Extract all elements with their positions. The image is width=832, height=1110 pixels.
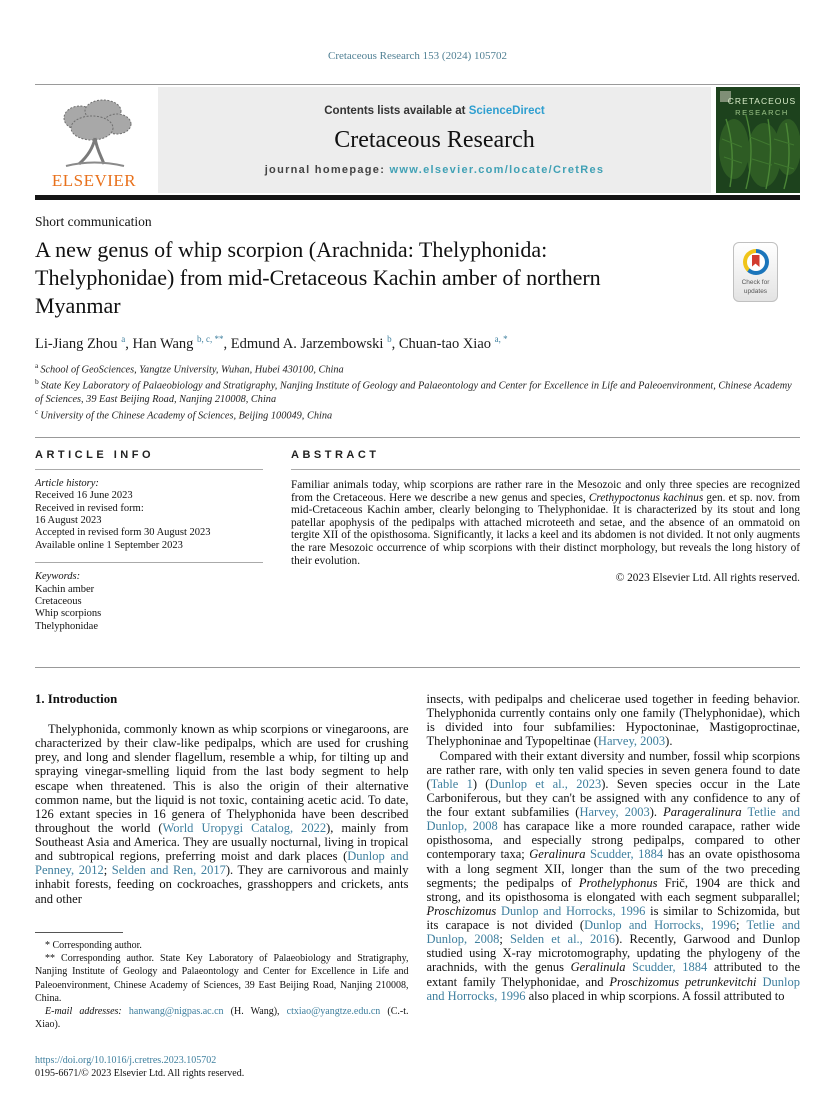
footnote-corresponding-author	[35, 939, 409, 952]
text-run: attributed to the extant family Thelyphonidae, and	[426, 960, 800, 989]
homepage-line	[265, 164, 605, 176]
cover-title-line1: CRETACEOUS	[727, 96, 797, 106]
history-entry: Received 16 June 2023	[35, 490, 133, 502]
text-run: Familiar animals today, whip scorpions are rather rare in the Mesozoic and only three species are recognized from the Cretaceous. Here we describe a new genus and species,	[291, 478, 800, 504]
article-title: A new genus of whip scorpion (Arachnida: Thelyphonida: Thelyphonidae) from mid-Cretaceous Kachin amber of northern Myanmar	[35, 237, 601, 319]
text-run: Frič, 1904 are thick and strong, and its opisthosoma is elongated with each segment subparallel;	[426, 875, 801, 904]
inline-link[interactable]: hanwang@nigpas.ac.cn	[128, 1006, 224, 1018]
affiliation-sup: c	[35, 406, 39, 416]
text-run: Geralinula	[570, 960, 626, 975]
inline-link[interactable]: Dunlop and Penney, 2012	[35, 849, 409, 878]
text-run: (H. Wang),	[223, 1006, 287, 1018]
issn-copyright-line: 0195-6671/© 2023 Elsevier Ltd. All rights reserved.	[35, 1068, 245, 1080]
keyword: Thelyphonidae	[35, 620, 98, 632]
intro-paragraph-right-2	[427, 749, 801, 1003]
inline-link[interactable]: Tetlie and Dunlop, 2008	[426, 918, 801, 947]
text-run: ;	[735, 918, 747, 932]
affiliation	[35, 377, 800, 407]
inline-link[interactable]: Selden and Ren, 2017	[111, 863, 226, 878]
text-run: Parageralinura	[663, 805, 742, 819]
affiliations-block	[35, 361, 800, 423]
text-run: Geralinura	[529, 847, 586, 862]
divider-bar	[35, 195, 800, 200]
homepage-link[interactable]: www.elsevier.com/locate/CretRes	[389, 163, 605, 176]
author-superscript[interactable]: b	[387, 334, 392, 345]
affiliation-text: University of the Chinese Academy of Sciences, Beijing 100049, China	[40, 410, 333, 422]
inline-link[interactable]: Scudder, 1884	[632, 960, 708, 975]
author-name	[132, 336, 230, 352]
author-3: Chuan-tao Xiao	[398, 336, 492, 353]
abstract-column	[291, 444, 800, 633]
crossmark-inner	[747, 253, 765, 271]
section-heading-introduction: 1. Introduction	[35, 692, 118, 706]
keywords-label: Keywords:	[35, 571, 81, 583]
author-2: Edmund A. Jarzembowski	[230, 336, 384, 353]
affiliation	[35, 361, 800, 377]
inline-link[interactable]: Scudder, 1884	[590, 847, 664, 862]
masthead-box	[158, 87, 711, 193]
elsevier-logo	[35, 87, 153, 193]
author-name	[231, 336, 399, 352]
text-run: has an ovate opisthosoma with a long segment XII, longer than the sum of the two preceding segments; the pedipalps of	[426, 847, 800, 890]
text-run: Proschizomus petrunkevitchi	[609, 974, 757, 989]
inline-link[interactable]: Dunlop and Horrocks, 1996	[584, 918, 736, 932]
text-run: ), mainly from Southeast Asia and America. They are usually nocturnal, living in tropical and subtropical regions, preferring moist and dark places (	[35, 820, 409, 864]
cover-title-line2: RESEARCH	[735, 108, 789, 117]
intro-paragraph-left	[35, 722, 409, 906]
text-run: ). Recently, Garwood and Dunlop studied using X-ray microtomography, updating the phylogeny of the arachnids, with the genus	[426, 932, 800, 975]
text-run: ).	[665, 734, 673, 749]
right-column	[427, 692, 801, 1081]
footnote-email-line	[35, 1005, 409, 1032]
text-run: ;	[499, 932, 511, 947]
author-superscript[interactable]: b, c, **	[197, 334, 224, 345]
text-run: (C.-t. Xiao).	[35, 1006, 409, 1031]
text-run: ) (	[472, 776, 490, 791]
text-run: Compared with their extant diversity and number, fossil whip scorpions are rather rare, with only ten valid species in seven genera found to date (	[426, 748, 800, 791]
inline-link[interactable]: Selden et al., 2016	[510, 932, 616, 947]
contents-lists-line	[324, 105, 545, 117]
doi-issn-block	[35, 1054, 409, 1081]
body-columns	[35, 692, 800, 1081]
keyword: Cretaceous	[35, 595, 82, 607]
journal-title: Cretaceous Research	[334, 126, 535, 153]
text-run: gen. et sp. nov. from mid-Cretaceous Kachin amber, clearly belonging to Thelyphonidae. It is characterized by its stout and long patellar apophysis of the pedipalps with attached microteeth and setae, and the absence of an ommatoid on tergite XII of the opisthosoma. Significantly, it lacks a keel and its abdomen is not divided. It not only augments the rare Mesozoic occurrence of whip scorpions with their distinct morphology, but reveals the long history of their evolution.	[291, 491, 800, 567]
text-run: Thelyphonida, commonly known as whip scorpions or vinegaroons, are characterized by their claw-like pedipalps, which are used for crushing prey, and long and slender flagellum, resemble a whip, for tilting up and spraying vinegar-smelling liquid from the last body segment to help escape when threatened. This is also the origin of their alternative common name, but the liquid is not toxic, containing acetic acid. To date, 126 extant species in 16 genera of Thelyphonida have been described throughout the world (	[35, 722, 409, 835]
title-row	[35, 236, 800, 320]
author-0: Li-Jiang Zhou	[35, 336, 118, 353]
bookmark-icon	[752, 255, 760, 267]
cover-fern-image	[716, 87, 800, 193]
text-run: Prothelyphonus	[578, 875, 658, 890]
history-entry: Available online 1 September 2023	[35, 539, 183, 551]
text-run: ** Corresponding author. State Key Laboratory of Palaeobiology and Stratigraphy, Nanjing Institute of Geology and Palaeontology and Center for Excellence in Life and Paleoenvironment, Chinese Academy of Sciences, 39 East Beijing Road, Nanjing 210008, China.	[35, 952, 409, 1004]
contents-lists-text: Contents lists available at	[324, 104, 466, 117]
keywords-block	[35, 563, 263, 633]
article-info-header: ARTICLE INFO	[35, 444, 263, 470]
author-name	[399, 336, 508, 352]
journal-reference: Cretaceous Research 153 (2024) 105702	[327, 50, 507, 62]
footnote-corresponding-author-2	[35, 952, 409, 1005]
masthead	[35, 84, 800, 193]
text-run: insects, with pedipalps and chelicerae used together in feeding behavior. Thelyphonida currently contains only one family (Thelyphonidae), which is divided into four subfamilies: Hypoctoninae, Mastigoproctinae, Thelyphoninae and Typopeltinae (	[426, 692, 800, 749]
inline-link[interactable]: World Uropygi Catalog, 2022	[162, 820, 327, 835]
keyword: Kachin amber	[35, 583, 95, 595]
article-history-label: Article history:	[35, 477, 99, 489]
badge-label-line2: updates	[743, 287, 768, 295]
copyright-notice: © 2023 Elsevier Ltd. All rights reserved.	[615, 572, 800, 585]
text-run: ).	[649, 805, 664, 819]
elsevier-tree-icon	[50, 96, 138, 170]
check-updates-badge[interactable]	[733, 242, 778, 302]
article-type-label: Short communication	[35, 214, 152, 229]
abstract-text	[291, 479, 800, 567]
text-run: also placed in whip scorpions. A fossil attributed to	[525, 988, 785, 1003]
inline-link[interactable]: ctxiao@yangtze.edu.cn	[286, 1006, 381, 1018]
inline-link[interactable]: Dunlop et al., 2023	[489, 776, 602, 791]
inline-link[interactable]: Tetlie and Dunlop, 2008	[426, 805, 800, 834]
badge-label	[742, 279, 770, 297]
abstract-header: ABSTRACT	[291, 444, 800, 470]
left-column	[35, 692, 409, 1081]
text-run: ;	[103, 863, 112, 878]
doi-link[interactable]: https://doi.org/10.1016/j.cretres.2023.105702	[35, 1054, 217, 1066]
badge-label-line1: Check for	[741, 279, 770, 286]
author-name	[35, 336, 132, 352]
inline-link[interactable]: Dunlop and Horrocks, 1996	[426, 974, 800, 1003]
crossmark-icon	[743, 249, 769, 275]
history-entry: Received in revised form:	[35, 502, 144, 514]
elsevier-wordmark: ELSEVIER	[51, 171, 137, 190]
footnotes-block	[35, 932, 409, 1032]
sciencedirect-link[interactable]: ScienceDirect	[468, 104, 545, 117]
affiliation	[35, 407, 800, 423]
text-run: * Corresponding author.	[45, 939, 142, 951]
journal-cover-thumbnail	[716, 87, 800, 193]
author-superscript[interactable]: a, *	[494, 334, 508, 345]
affiliation-text: State Key Laboratory of Palaeobiology and Stratigraphy, Nanjing Institute of Geology and Palaeontology and Center for Excellence in Life and Paleoenvironment, Chinese Academy of Sciences, 39 East Beijing Road, Nanjing 210008, China	[35, 380, 792, 406]
article-history-block	[35, 470, 263, 563]
text-run: Crethypoctonus kachinus	[588, 491, 704, 504]
text-run: Proschizomus	[426, 903, 497, 918]
text-run: ). Seven species occur in the Late Carboniferous, but they can't be assigned with any confidence to any of the four extant subfamilies (	[426, 776, 800, 819]
article-info-column	[35, 444, 263, 633]
footnote-divider	[35, 932, 123, 933]
affiliation-sup: b	[35, 377, 39, 387]
inline-link[interactable]: Dunlop and Horrocks, 1996	[500, 903, 646, 918]
inline-link[interactable]: Harvey, 2003	[579, 805, 650, 819]
affiliation-text: School of GeoSciences, Yangtze University, Wuhan, Hubei 430100, China	[40, 364, 344, 376]
history-entry: 16 August 2023	[35, 515, 102, 526]
author-1: Han Wang	[132, 336, 194, 353]
homepage-label: journal homepage:	[264, 163, 386, 176]
author-superscript[interactable]: a	[121, 334, 126, 345]
text-run: has carapace like a more rounded carapace, rather wide opisthosoma, and especially strong pedipalps, compared to other contemporary taxa;	[426, 819, 801, 862]
history-entry: Accepted in revised form 30 August 2023	[35, 527, 211, 539]
inline-link[interactable]: Harvey, 2003	[597, 734, 666, 749]
text-run: is similar to Schizomida, but its carapace is not divided (	[426, 903, 800, 932]
text-run: ). They are carnivorous and mainly inhabit forests, feeding on cockroaches, grasshoppers and crickets, ants and other	[35, 863, 409, 906]
intro-paragraph-right-1	[427, 692, 801, 749]
inline-link[interactable]: Table 1	[430, 776, 473, 791]
authors-line	[35, 334, 800, 353]
info-abstract-section	[35, 437, 800, 668]
keyword: Whip scorpions	[35, 608, 102, 620]
text-run: E-mail addresses:	[45, 1006, 129, 1018]
affiliation-sup: a	[35, 361, 39, 371]
